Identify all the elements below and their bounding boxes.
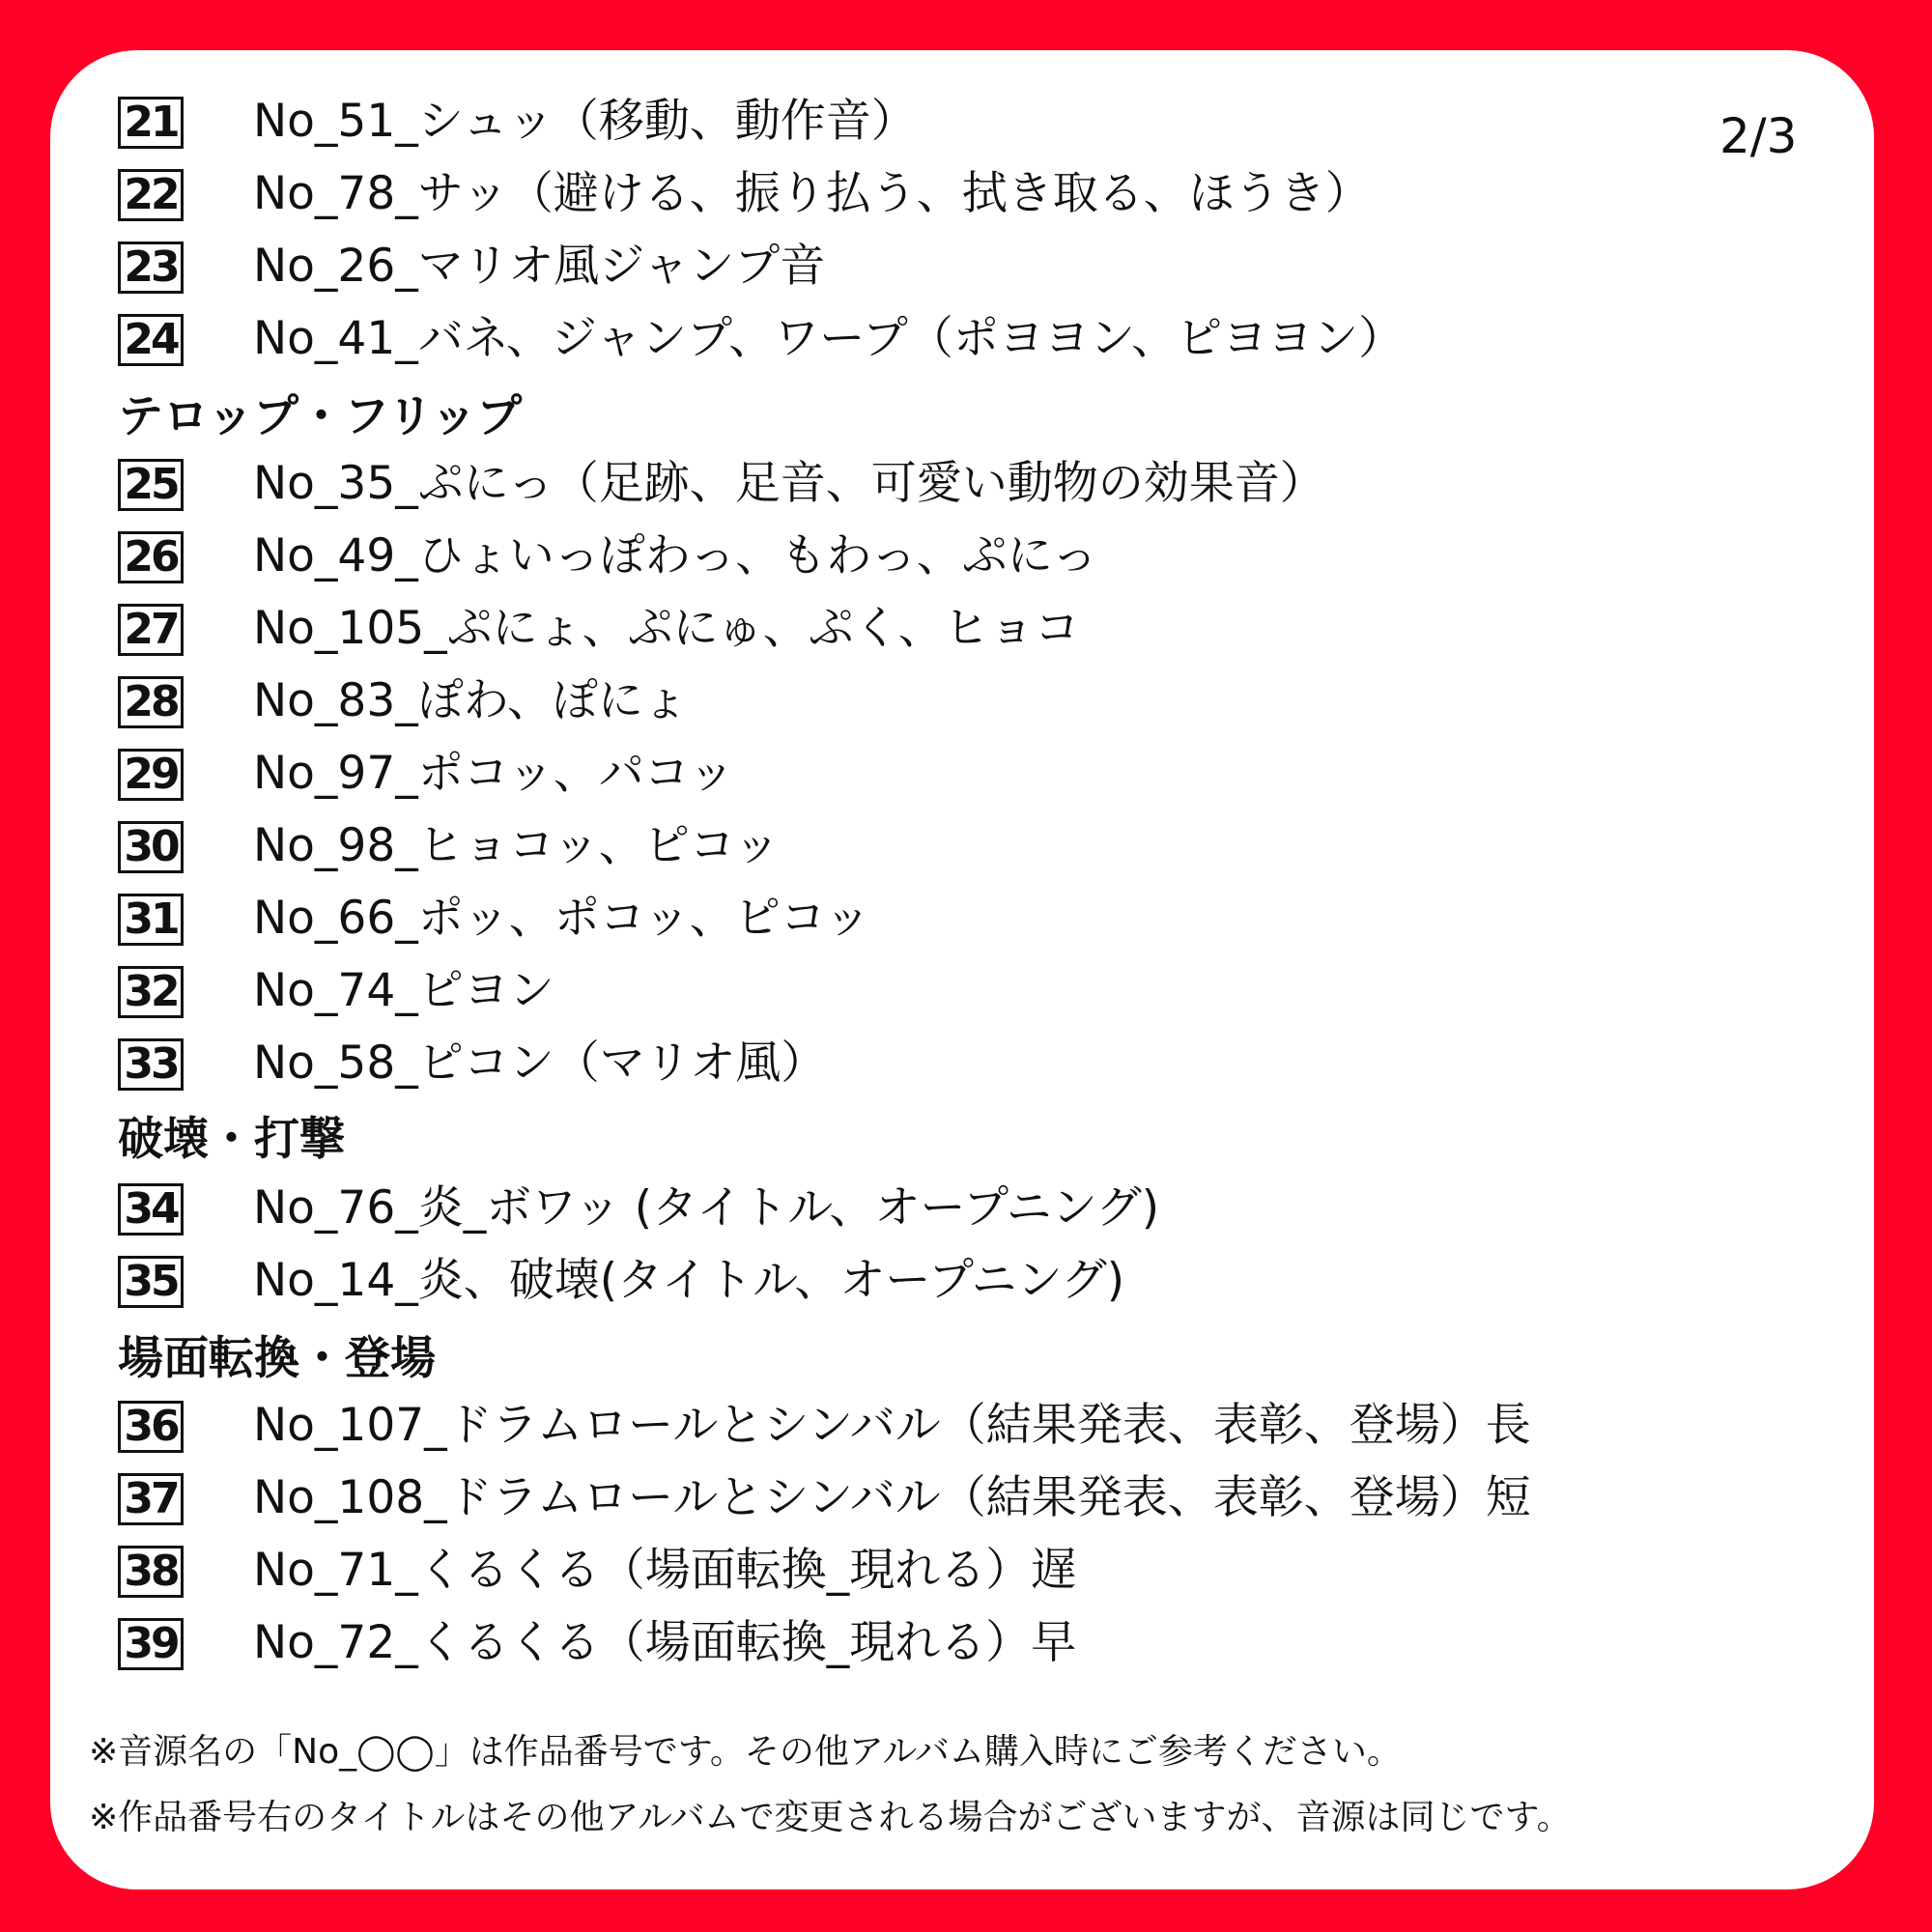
track-number-box: 24 — [118, 314, 184, 366]
track-number-box: 26 — [118, 531, 184, 583]
track-title: No_51_シュッ（移動、動作音） — [253, 95, 917, 148]
track-number-box: 23 — [118, 242, 184, 294]
track-number-box: 38 — [118, 1546, 184, 1598]
track-number-box: 25 — [118, 459, 184, 511]
track-title: No_58_ピコン（マリオ風） — [253, 1037, 827, 1090]
track-title: No_108_ドラムロールとシンバル（結果発表、表彰、登場）短 — [253, 1471, 1531, 1524]
track-number-box: 32 — [118, 966, 184, 1018]
footnote-title-change: ※作品番号右のタイトルはその他アルバムで変更される場合がございますが、音源は同じです。 — [89, 1798, 1572, 1837]
track-number-box: 27 — [118, 604, 184, 656]
footnote-work-number: ※音源名の「No_◯◯」は作品番号です。その他アルバム購入時にご参考ください。 — [89, 1732, 1402, 1772]
track-title: No_66_ポッ、ポコッ、ピコッ — [253, 892, 870, 945]
track-number-box: 35 — [118, 1256, 184, 1308]
track-title: No_49_ひょいっぽわっ、もわっ、ぷにっ — [253, 529, 1097, 582]
track-number-box: 29 — [118, 749, 184, 801]
track-number-box: 33 — [118, 1038, 184, 1091]
track-title: No_107_ドラムロールとシンバル（結果発表、表彰、登場）長 — [253, 1399, 1531, 1452]
track-title: No_83_ぽわ、ぽにょ — [253, 674, 688, 727]
track-title: No_35_ぷにっ（足跡、足音、可愛い動物の効果音） — [253, 457, 1325, 510]
track-title: No_97_ポコッ、パコッ — [253, 747, 734, 800]
section-heading-scene: 場面転換・登場 — [118, 1332, 436, 1385]
page-indicator: 2/3 — [1719, 108, 1798, 164]
track-number-box: 30 — [118, 821, 184, 873]
track-title: No_98_ヒョコッ、ピコッ — [253, 819, 780, 872]
section-heading-destruction: 破壊・打撃 — [118, 1113, 345, 1166]
section-heading-telop: テロップ・フリップ — [118, 390, 523, 443]
track-number-box: 37 — [118, 1473, 184, 1525]
track-title: No_72_くるくる（場面転換_現れる）早 — [253, 1616, 1077, 1669]
track-number-box: 31 — [118, 894, 184, 946]
track-title: No_74_ピヨン — [253, 964, 554, 1017]
track-title: No_105_ぷにょ、ぷにゅ、ぷく、ヒョコ — [253, 602, 1080, 655]
track-title: No_76_炎_ボワッ (タイトル、オープニング) — [253, 1181, 1160, 1235]
track-title: No_41_バネ、ジャンプ、ワープ（ポヨヨン、ピヨヨン） — [253, 312, 1405, 365]
track-number-box: 21 — [118, 97, 184, 149]
track-number-box: 34 — [118, 1183, 184, 1236]
track-number-box: 22 — [118, 169, 184, 221]
track-title: No_78_サッ（避ける、振り払う、拭き取る、ほうき） — [253, 167, 1371, 220]
track-number-box: 28 — [118, 676, 184, 728]
track-number-box: 39 — [118, 1618, 184, 1670]
track-number-box: 36 — [118, 1401, 184, 1453]
track-title: No_71_くるくる（場面転換_現れる）遅 — [253, 1544, 1077, 1597]
track-title: No_26_マリオ風ジャンプ音 — [253, 240, 826, 293]
track-title: No_14_炎、破壊(タイトル、オープニング) — [253, 1254, 1125, 1307]
